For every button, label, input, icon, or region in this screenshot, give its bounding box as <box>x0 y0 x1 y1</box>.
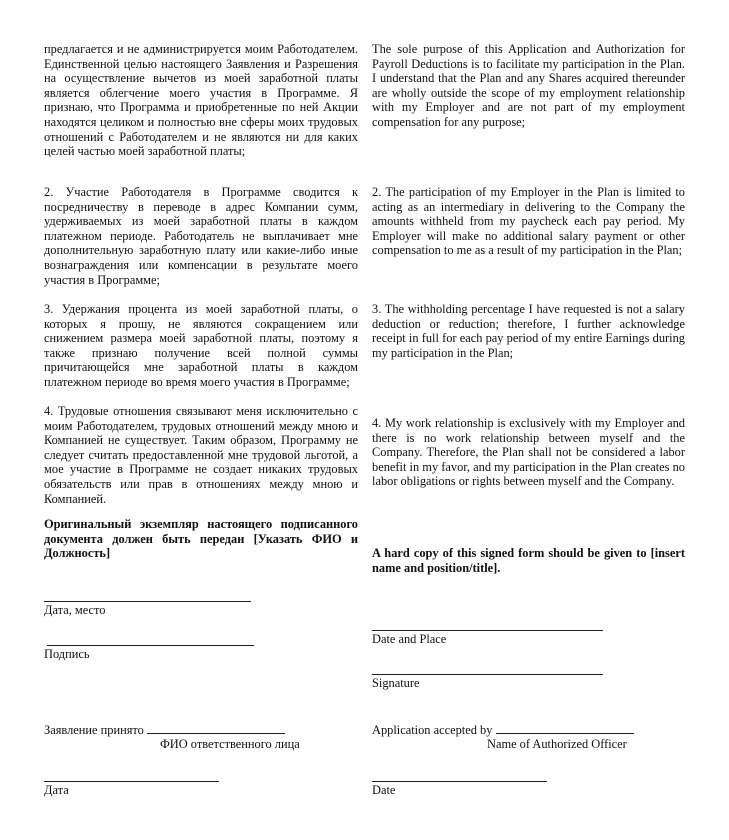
en-date-label: Date <box>372 783 396 797</box>
ru-paragraph-4: 4. Трудовые отношения связывают меня исключительно с моим Работодателем, трудовых отношений между мною и Компанией не существует. Таким образом, Программу не следует считать предоставленной мне трудовой льготой, а мое участие в Программе не создает никаких трудовых обязательств или прав в отношениях между мною и Компанией. <box>44 404 358 506</box>
ru-accepted-row <box>44 722 285 738</box>
ru-signature-line[interactable] <box>47 645 254 646</box>
en-accepted-row <box>372 722 634 738</box>
en-accepted-label: Application accepted by <box>372 723 493 737</box>
en-hard-copy-note: A hard copy of this signed form should be given to [insert name and position/title]. <box>372 546 685 575</box>
en-officer-label: Name of Authorized Officer <box>487 737 627 751</box>
ru-hard-copy-note: Оригинальный экземпляр настоящего подписанного документа должен быть передан [Указать ФИО и Должность] <box>44 517 358 561</box>
en-date-place-label: Date and Place <box>372 632 447 646</box>
en-accepted-line[interactable] <box>496 722 634 734</box>
en-paragraph-2: 2. The participation of my Employer in the Plan is limited to acting as an intermediary in delivering to the Company the amounts withheld from my paycheck each pay period. My Employer will make no additional salary payment or other compensation to me as a result of my participation in the Plan; <box>372 185 685 258</box>
ru-paragraph-3: 3. Удержания процента из моей заработной платы, о которых я прошу, не являются сокращением или снижением размера моей заработной платы, поэтому я также признаю получение всей полной суммы причитающейся мне заработной платы в каждом платежном периоде во время моего участия в Программе; <box>44 302 358 389</box>
ru-date-line[interactable] <box>44 781 219 782</box>
ru-paragraph-2: 2. Участие Работодателя в Программе сводится к посредничеству в переводе в адрес Компании сумм, удерживаемых из моей заработной платы в каждом платежном периоде. Работодатель не выплачивает мне дополнительную заработную плату или какие-либо иные вознаграждения или компенсации в результате моего участия в Программе; <box>44 185 358 287</box>
en-signature-line[interactable] <box>372 674 603 675</box>
ru-officer-label: ФИО ответственного лица <box>160 737 300 751</box>
ru-date-place-label: Дата, место <box>44 603 106 617</box>
en-paragraph-4: 4. My work relationship is exclusively with my Employer and there is no work relationship between myself and the Company. Therefore, the Plan shall not be considered a labor benefit in my favor, and my participation in the Plan creates no labor obligations or rights between myself and the Company. <box>372 416 685 489</box>
ru-accepted-label: Заявление принято <box>44 723 144 737</box>
ru-date-label: Дата <box>44 783 69 797</box>
en-paragraph-1: The sole purpose of this Application and Authorization for Payroll Deductions is to facilitate my participation in the Plan. I understand that the Plan and any Shares acquired thereunder are wholly outside the scope of my employment relationship with my Employer and are not part of my employment compensation for any purpose; <box>372 42 685 129</box>
ru-accepted-line[interactable] <box>147 722 285 734</box>
en-date-line[interactable] <box>372 781 547 782</box>
en-signature-label: Signature <box>372 676 420 690</box>
en-date-place-line[interactable] <box>372 630 603 631</box>
ru-date-place-line[interactable] <box>44 601 251 602</box>
ru-paragraph-1: предлагается и не администрируется моим Работодателем. Единственной целью настоящего Заявления и Разрешения на осуществление вычетов из моей заработной платы является облегчение моего участия в Программе. Я признаю, что Программа и приобретенные по ней Акции находятся целиком и полностью вне сферы моих трудовых отношений с Работодателем и не являются ни для каких целей частью моей заработной платы; <box>44 42 358 159</box>
en-paragraph-3: 3. The withholding percentage I have requested is not a salary deduction or reduction; therefore, I further acknowledge receipt in full for each pay period of my entire Earnings during my participation in the Plan; <box>372 302 685 360</box>
ru-signature-label: Подпись <box>44 647 90 661</box>
